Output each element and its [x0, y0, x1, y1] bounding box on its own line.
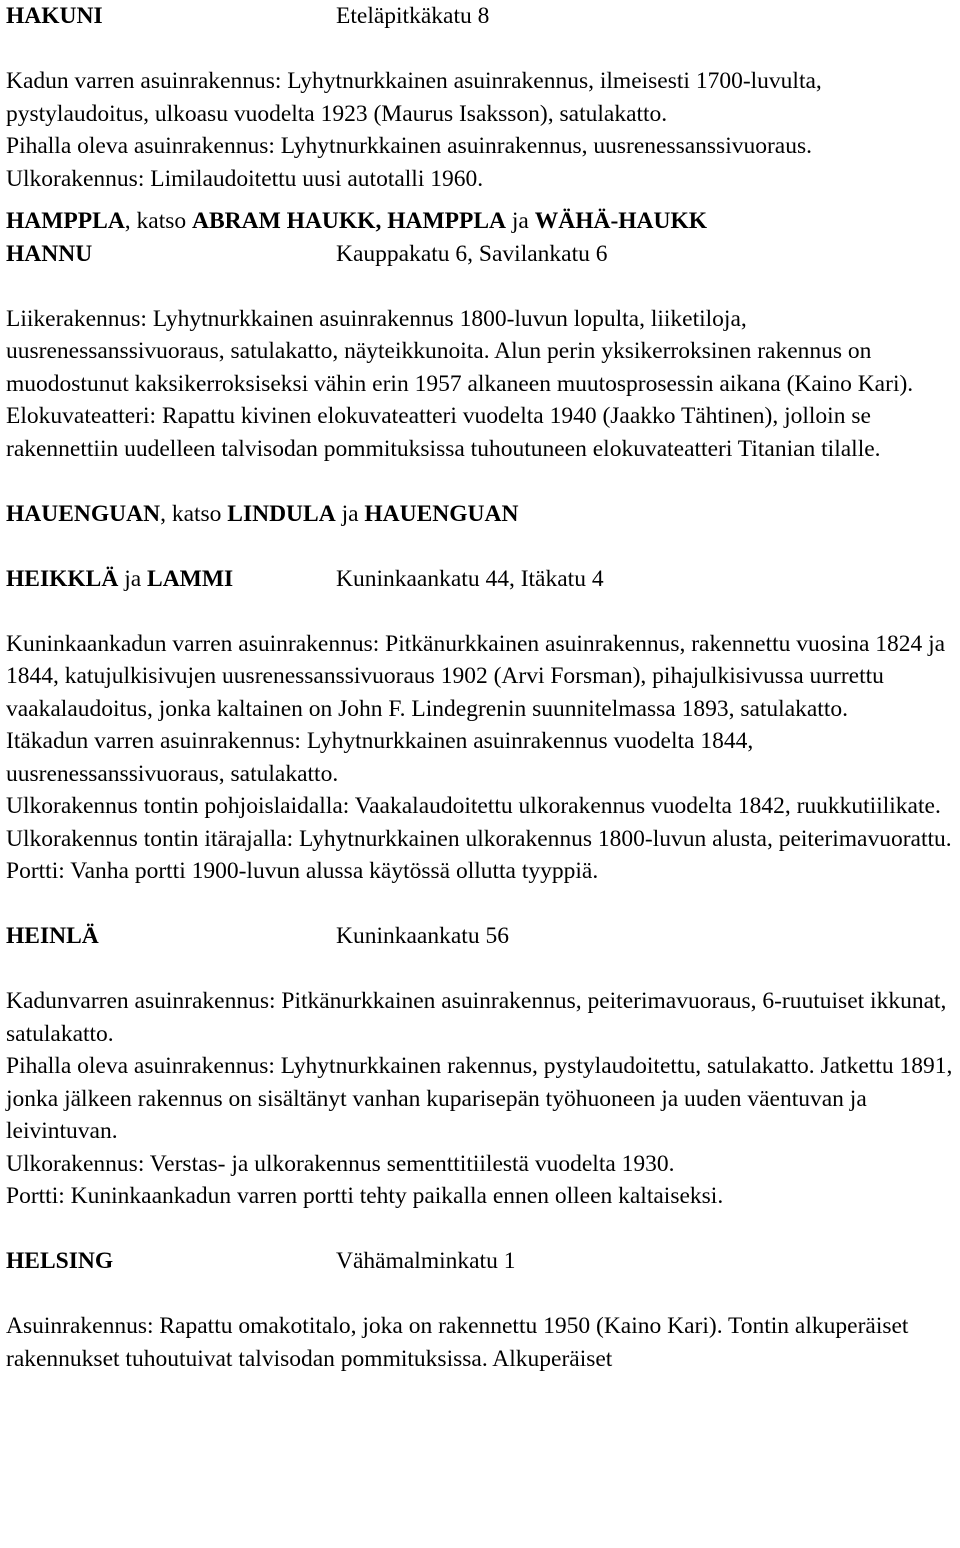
reference-target: HAUENGUAN [364, 500, 519, 527]
reference-connector: , katso [160, 500, 228, 527]
entry-paragraph: Ulkorakennus: Verstas- ja ulkorakennus sementtitiilestä vuodelta 1930. [6, 1150, 675, 1177]
entry-name: HANNU [6, 240, 93, 267]
entry-paragraph: Portti: Kuninkaankadun varren portti tehty paikalla ennen olleen kaltaiseksi. [6, 1183, 724, 1209]
reference-connector: ja [335, 500, 365, 527]
entry-paragraph: Kuninkaankadun varren asuinrakennus: Pitkänurkkainen asuinrakennus, rakennettu vuosina 1824 ja 1844, katujulkisivujen uusrenessanssivuoraus 1902 (Arvi Forsman), pihajulkisivussa uurrettu vaakalaudoitus, jonka kaltainen on John F. Lindegrenin suunnitelmassa 1893, satulakatto. [6, 630, 946, 722]
spacer [6, 530, 956, 563]
entry-paragraph: Ulkorakennus tontin itärajalla: Lyhytnurkkainen ulkorakennus 1800-luvun alusta, peiterimavuorattu. [6, 825, 952, 852]
entry-name: HEINLÄ [6, 923, 99, 949]
entry-name: HAUENGUAN [6, 500, 161, 527]
reference-target: WÄHÄ-HAUKK [534, 208, 708, 234]
entry-heading-hannu [6, 238, 956, 271]
spacer [6, 888, 956, 921]
entry-heading-helsing [6, 1245, 956, 1278]
entry-heading-hakuni [6, 0, 956, 33]
entry-name: HELSING [6, 1248, 114, 1274]
entry-name: HAMPPLA [6, 208, 125, 234]
entry-address: Kauppakatu 6, Savilankatu 6 [336, 240, 608, 267]
entry-paragraph: Itäkadun varren asuinrakennus: Lyhytnurkkainen asuinrakennus vuodelta 1844, uusrenessanssivuoraus, satulakatto. [6, 728, 754, 787]
spacer [6, 33, 956, 66]
spacer [6, 595, 956, 628]
cross-reference-hamppla [6, 205, 956, 238]
entry-name [6, 563, 336, 596]
entry-paragraph: Kadun varren asuinrakennus: Lyhytnurkkainen asuinrakennus, ilmeisesti 1700-luvulta, pystylaudoitus, ulkoasu vuodelta 1923 (Maurus Isaksson), satulakatto. [6, 68, 822, 127]
entry-paragraph: Elokuvateatteri: Rapattu kivinen elokuvateatteri vuodelta 1940 (Jaakko Tähtinen), jolloin se rakennettiin uudelleen talvisodan pommituksissa tuhoutuneen elokuvateatteri Titanian tilalle. [6, 403, 881, 462]
reference-target: ABRAM HAUKK, HAMPPLA [192, 208, 506, 234]
document-page [6, 0, 956, 1375]
entry-name-part: HEIKKLÄ [6, 565, 119, 592]
entry-name-joiner: ja [118, 565, 148, 592]
entry-name-part: LAMMI [147, 565, 234, 592]
entry-paragraph: Portti: Vanha portti 1900-luvun alussa käytössä ollutta tyyppiä. [6, 858, 599, 884]
entry-paragraph: Pihalla oleva asuinrakennus: Lyhytnurkkainen asuinrakennus, uusrenessanssivuoraus. [6, 133, 813, 159]
reference-connector: ja [506, 208, 535, 234]
entry-heading-heinla [6, 920, 956, 953]
entry-paragraph: Ulkorakennus tontin pohjoislaidalla: Vaakalaudoitettu ulkorakennus vuodelta 1842, ruukkutiilikate. [6, 793, 941, 819]
entry-paragraph: Liikerakennus: Lyhytnurkkainen asuinrakennus 1800-luvun lopulta, liiketiloja, uusrenessanssivuoraus, satulakatto, näyteikkunoita. Alun perin yksikerroksinen rakennus on muodostunut kaksikerroksiseksi vähin erin 1957 alkaneen muutosprosessin aikana (Kaino Kari). [6, 305, 914, 397]
spacer [6, 465, 956, 498]
entry-address: Eteläpitkäkatu 8 [336, 3, 490, 29]
spacer [6, 1278, 956, 1311]
entry-heading-heikkla [6, 563, 956, 596]
entry-paragraph: Pihalla oleva asuinrakennus: Lyhytnurkkainen rakennus, pystylaudoitettu, satulakatto. Jatkettu 1891, jonka jälkeen rakennus on sisältänyt vanhan kuparisepän työhuoneen ja uuden väentuvan ja leivintuvan. [6, 1053, 953, 1144]
spacer [6, 195, 956, 205]
spacer [6, 953, 956, 986]
entry-address: Kuninkaankatu 56 [336, 923, 509, 949]
entry-name: HAKUNI [6, 3, 103, 29]
entry-paragraph: Asuinrakennus: Rapattu omakotitalo, joka on rakennettu 1950 (Kaino Kari). Tontin alkuperäiset rakennukset tuhoutuivat talvisodan pommituksissa. Alkuperäiset [6, 1313, 909, 1372]
spacer [6, 270, 956, 303]
reference-connector: , katso [124, 208, 193, 234]
entry-paragraph: Kadunvarren asuinrakennus: Pitkänurkkainen asuinrakennus, peiterimavuoraus, 6-ruutuiset ikkunat, satulakatto. [6, 988, 947, 1047]
spacer [6, 1213, 956, 1246]
reference-target: LINDULA [227, 500, 336, 527]
entry-paragraph: Ulkorakennus: Limilaudoitettu uusi autotalli 1960. [6, 165, 484, 192]
entry-address: Kuninkaankatu 44, Itäkatu 4 [336, 565, 604, 592]
entry-address: Vähämalminkatu 1 [336, 1248, 516, 1274]
cross-reference-hauenguan [6, 498, 956, 531]
